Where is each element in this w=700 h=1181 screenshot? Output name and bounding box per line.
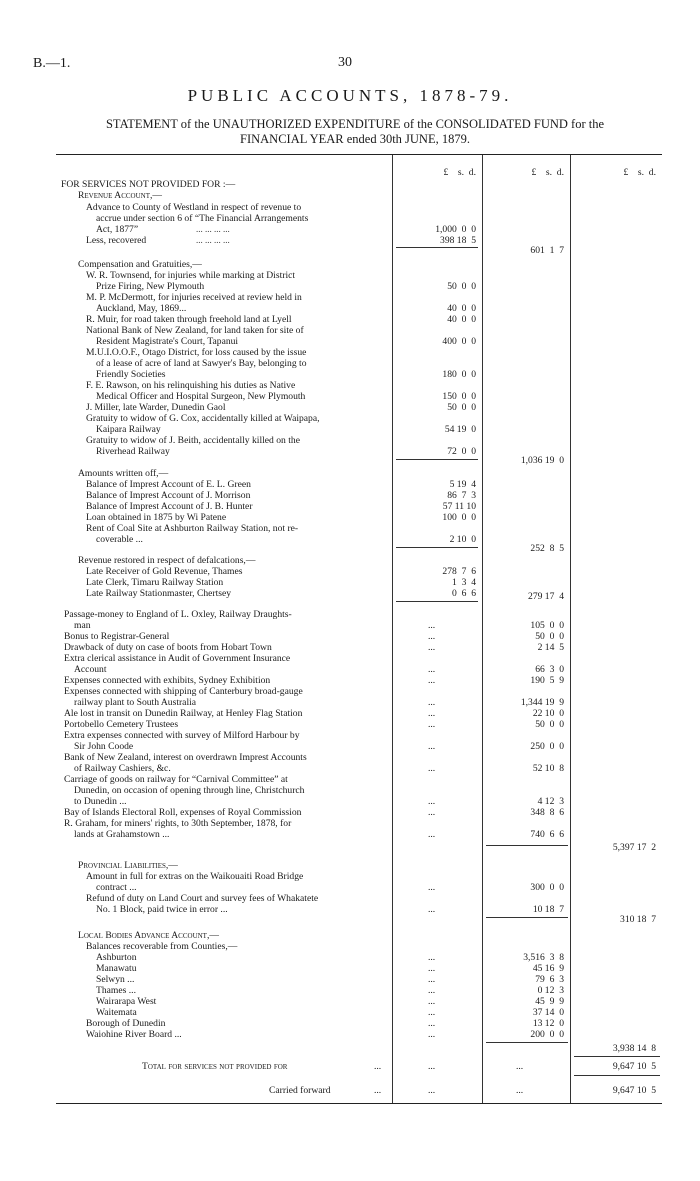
prov-line: No. 1 Block, paid twice in error ... bbox=[96, 904, 228, 915]
sum-rule bbox=[574, 1075, 660, 1076]
dots-col1: ... bbox=[428, 996, 436, 1007]
value: 0 6 6 bbox=[452, 588, 476, 599]
misc-line: Expenses connected with shipping of Canterbury broad-gauge bbox=[64, 686, 303, 697]
misc-line: Ale lost in transit on Dunedin Railway, at Henley Flag Station bbox=[64, 708, 303, 719]
value: 150 0 0 bbox=[442, 391, 476, 402]
dots-col1: ... bbox=[428, 1018, 436, 1029]
carried-label: Carried forward bbox=[269, 1085, 331, 1096]
misc-line: Drawback of duty on case of boots from Hobart Town bbox=[64, 642, 272, 653]
comp-line: F. E. Rawson, on his relinquishing his duties as Native bbox=[86, 380, 296, 391]
dots-col1: ... bbox=[428, 904, 436, 915]
value: 22 10 0 bbox=[532, 708, 564, 719]
subtotal: 1,036 19 0 bbox=[520, 455, 564, 466]
dots-col1: ... bbox=[428, 763, 436, 774]
value: 52 10 8 bbox=[532, 763, 564, 774]
restored-line: Late Railway Stationmaster, Chertsey bbox=[86, 588, 232, 599]
sum-rule bbox=[486, 1042, 568, 1043]
dots-col1: ... bbox=[428, 1007, 436, 1018]
value: 50 0 0 bbox=[447, 402, 476, 413]
misc-line: Sir John Coode bbox=[74, 741, 134, 752]
misc-line: R. Graham, for miners' rights, to 30th September, 1878, for bbox=[64, 818, 292, 829]
dots-col1: ... bbox=[428, 974, 436, 985]
misc-line: Portobello Cemetery Trustees bbox=[64, 719, 179, 730]
dots-col1: ... bbox=[428, 642, 436, 653]
misc-line: Extra clerical assistance in Audit of Government Insurance bbox=[64, 653, 291, 664]
value: 54 19 0 bbox=[444, 424, 476, 435]
dots-col2: ... bbox=[516, 1061, 524, 1072]
value: 100 0 0 bbox=[442, 512, 476, 523]
dots-col1: ... bbox=[428, 882, 436, 893]
value: 10 18 7 bbox=[532, 904, 564, 915]
sum-rule bbox=[396, 459, 478, 460]
comp-line: Prize Firing, New Plymouth bbox=[96, 281, 205, 292]
misc-line: of Railway Cashiers, &c. bbox=[74, 763, 171, 774]
misc-line: Extra expenses connected with survey of Milford Harbour by bbox=[64, 730, 300, 741]
sum-rule bbox=[574, 1056, 660, 1057]
value: 300 0 0 bbox=[530, 882, 564, 893]
subtitle-line-2: FINANCIAL YEAR ended 30th JUNE, 1879. bbox=[240, 132, 470, 146]
accounts-table bbox=[56, 154, 662, 1104]
dots-grand: ... bbox=[374, 1061, 382, 1072]
sum-rule bbox=[486, 845, 568, 846]
value: 105 0 0 bbox=[530, 620, 564, 631]
value: 86 7 3 bbox=[447, 490, 476, 501]
dots-col1: ... bbox=[428, 985, 436, 996]
dots-col1: ... bbox=[428, 1085, 436, 1096]
value: 5 19 4 bbox=[449, 479, 476, 490]
value: 45 16 9 bbox=[532, 963, 564, 974]
written-line: Balance of Imprest Account of J. B. Hunter bbox=[86, 501, 253, 512]
dots-carried: ... bbox=[374, 1085, 382, 1096]
subtotal: 601 1 7 bbox=[530, 245, 564, 256]
value: 1 3 4 bbox=[452, 577, 476, 588]
local-line: Wairarapa West bbox=[96, 996, 157, 1007]
sum-rule bbox=[396, 601, 478, 602]
misc-line: Dunedin, on occasion of opening through line, Christchurch bbox=[74, 785, 305, 796]
dots-col1: ... bbox=[428, 675, 436, 686]
local-sub: Balances recoverable from Counties,— bbox=[86, 941, 238, 952]
prov-line: Amount in full for extras on the Waikouaiti Road Bridge bbox=[86, 871, 304, 882]
dots-col1: ... bbox=[428, 697, 436, 708]
value: 348 8 6 bbox=[530, 807, 564, 818]
written-line: Balance of Imprest Account of J. Morrison bbox=[86, 490, 251, 501]
local-heading: Local Bodies Advance Account,— bbox=[78, 930, 219, 941]
value: 50 0 0 bbox=[535, 631, 564, 642]
written-line: coverable ... bbox=[96, 534, 143, 545]
value: 45 9 9 bbox=[535, 996, 564, 1007]
value: 398 18 5 bbox=[440, 235, 476, 246]
prov-heading: Provincial Liabilities,— bbox=[78, 860, 178, 871]
comp-line: J. Miller, late Warder, Dunedin Gaol bbox=[86, 402, 226, 413]
value: 0 12 3 bbox=[537, 985, 564, 996]
value: 250 0 0 bbox=[530, 741, 564, 752]
value: 66 3 0 bbox=[535, 664, 564, 675]
revenue-line: accrue under section 6 of “The Financial Arrangements bbox=[96, 213, 309, 224]
written-line: Loan obtained in 1875 by Wi Patene bbox=[86, 512, 227, 523]
value: 200 0 0 bbox=[530, 1029, 564, 1040]
value: 1,000 0 0 bbox=[435, 224, 476, 235]
restored-line: Late Clerk, Timaru Railway Station bbox=[86, 577, 224, 588]
column-divider-2 bbox=[482, 155, 483, 1103]
value: 278 7 6 bbox=[442, 566, 476, 577]
sum-rule bbox=[396, 247, 478, 248]
dots-col1: ... bbox=[428, 1061, 436, 1072]
misc-line: to Dunedin ... bbox=[74, 796, 127, 807]
page-code: B.—1. bbox=[33, 56, 71, 71]
local-line: Waiohine River Board ... bbox=[86, 1029, 182, 1040]
local-line: Ashburton bbox=[96, 952, 137, 963]
comp-line: M.U.I.O.O.F., Otago District, for loss caused by the issue bbox=[86, 347, 307, 358]
revenue-line: Act, 1877” bbox=[96, 224, 139, 235]
value: 50 0 0 bbox=[535, 719, 564, 730]
col3-header: £ s. d. bbox=[623, 167, 656, 178]
value: 190 5 9 bbox=[530, 675, 564, 686]
misc-line: Bank of New Zealand, interest on overdrawn Imprest Accounts bbox=[64, 752, 307, 763]
main-heading: FOR SERVICES NOT PROVIDED FOR :— bbox=[61, 179, 236, 190]
value: 2 10 0 bbox=[449, 534, 476, 545]
dots-col1: ... bbox=[428, 807, 436, 818]
local-line: Borough of Dunedin bbox=[86, 1018, 166, 1029]
value: 40 0 0 bbox=[447, 314, 476, 325]
value: 3,516 3 8 bbox=[523, 952, 564, 963]
misc-line: lands at Grahamstown ... bbox=[74, 829, 170, 840]
comp-heading: Compensation and Gratuities,— bbox=[78, 259, 202, 270]
dots-col1: ... bbox=[428, 631, 436, 642]
written-line: Balance of Imprest Account of E. L. Green bbox=[86, 479, 251, 490]
dots-col1: ... bbox=[428, 829, 436, 840]
value: 37 14 0 bbox=[532, 1007, 564, 1018]
misc-line: railway plant to South Australia bbox=[74, 697, 197, 708]
prov-line: Refund of duty on Land Court and survey fees of Whakatete bbox=[86, 893, 319, 904]
comp-line: Friendly Societies bbox=[96, 369, 166, 380]
value: 50 0 0 bbox=[447, 281, 476, 292]
restored-heading: Revenue restored in respect of defalcations,— bbox=[78, 555, 256, 566]
dots-col1: ... bbox=[428, 963, 436, 974]
local-total: 3,938 14 8 bbox=[612, 1043, 656, 1054]
leader-dots: ... ... ... ... bbox=[196, 235, 230, 245]
leader-dots: ... ... ... ... bbox=[196, 224, 230, 234]
prov-line: contract ... bbox=[96, 882, 137, 893]
comp-line: W. R. Townsend, for injuries while marking at District bbox=[86, 270, 296, 281]
value: 1,344 19 9 bbox=[520, 697, 564, 708]
dots-col1: ... bbox=[428, 719, 436, 730]
comp-line: R. Muir, for road taken through freehold land at Lyell bbox=[86, 314, 292, 325]
dots-col1: ... bbox=[428, 1029, 436, 1040]
comp-line: of a lease of acre of land at Sawyer's Bay, belonging to bbox=[96, 358, 307, 369]
value: 2 14 5 bbox=[537, 642, 564, 653]
local-line: Thames ... bbox=[96, 985, 136, 996]
sum-rule bbox=[486, 917, 568, 918]
misc-line: Bonus to Registrar-General bbox=[64, 631, 170, 642]
local-line: Manawatu bbox=[96, 963, 137, 974]
page-number: 30 bbox=[338, 55, 352, 70]
dots-col1: ... bbox=[428, 796, 436, 807]
col1-header: £ s. d. bbox=[443, 167, 476, 178]
comp-line: Auckland, May, 1869... bbox=[96, 303, 187, 314]
dots-col1: ... bbox=[428, 952, 436, 963]
revenue-heading: Revenue Account,— bbox=[78, 190, 162, 201]
statement-subtitle bbox=[40, 117, 670, 147]
comp-line: National Bank of New Zealand, for land taken for site of bbox=[86, 325, 304, 336]
comp-line: Kaipara Railway bbox=[96, 424, 161, 435]
local-line: Waitemata bbox=[96, 1007, 137, 1018]
dots-col1: ... bbox=[428, 620, 436, 631]
value: 4 12 3 bbox=[537, 796, 564, 807]
column-divider-3 bbox=[570, 155, 571, 1103]
dots-col1: ... bbox=[428, 708, 436, 719]
value: 180 0 0 bbox=[442, 369, 476, 380]
written-line: Rent of Coal Site at Ashburton Railway Station, not re- bbox=[86, 523, 299, 534]
comp-line: Medical Officer and Hospital Surgeon, New Plymouth bbox=[96, 391, 306, 402]
misc-line: Account bbox=[74, 664, 107, 675]
revenue-line: Advance to County of Westland in respect of revenue to bbox=[86, 202, 302, 213]
misc-line: man bbox=[74, 620, 91, 631]
comp-line: Gratuity to widow of J. Beith, accidentally killed on the bbox=[86, 435, 300, 446]
value: 72 0 0 bbox=[447, 446, 476, 457]
value: 13 12 0 bbox=[532, 1018, 564, 1029]
comp-line: Riverhead Railway bbox=[96, 446, 170, 457]
misc-line: Expenses connected with exhibits, Sydney Exhibition bbox=[64, 675, 271, 686]
comp-line: Gratuity to widow of G. Cox, accidentally killed at Waipapa, bbox=[86, 413, 320, 424]
comp-line: M. P. McDermott, for injuries received at review held in bbox=[86, 292, 302, 303]
subtitle-line-1: STATEMENT of the UNAUTHORIZED EXPENDITURE of the CONSOLIDATED FUND for the bbox=[105, 117, 605, 131]
revenue-account-total: 5,397 17 2 bbox=[612, 842, 656, 853]
value: 57 11 10 bbox=[442, 501, 476, 512]
misc-line: Passage-money to England of L. Oxley, Railway Draughts- bbox=[64, 609, 292, 620]
local-line: Selwyn ... bbox=[96, 974, 135, 985]
value: 40 0 0 bbox=[447, 303, 476, 314]
value: 79 6 3 bbox=[535, 974, 564, 985]
restored-line: Late Receiver of Gold Revenue, Thames bbox=[86, 566, 243, 577]
subtotal: 252 8 5 bbox=[530, 543, 564, 554]
dots-col2: ... bbox=[516, 1085, 524, 1096]
carried-total: 9,647 10 5 bbox=[612, 1085, 656, 1096]
comp-line: Resident Magistrate's Court, Tapanui bbox=[96, 336, 239, 347]
dots-col1: ... bbox=[428, 664, 436, 675]
prov-total: 310 18 7 bbox=[620, 914, 656, 925]
revenue-line: Less, recovered bbox=[86, 235, 147, 246]
column-divider-1 bbox=[392, 155, 393, 1103]
written-heading: Amounts written off,— bbox=[78, 468, 169, 479]
value: 400 0 0 bbox=[442, 336, 476, 347]
page-title: PUBLIC ACCOUNTS, 1878-79. bbox=[187, 86, 513, 105]
sum-rule bbox=[396, 547, 478, 548]
dots-col1: ... bbox=[428, 741, 436, 752]
misc-line: Bay of Islands Electoral Roll, expenses of Royal Commission bbox=[64, 807, 302, 818]
col2-header: £ s. d. bbox=[531, 167, 564, 178]
subtotal: 279 17 4 bbox=[528, 591, 564, 602]
grand-total: 9,647 10 5 bbox=[612, 1061, 656, 1072]
value: 740 6 6 bbox=[530, 829, 564, 840]
grand-total-label: Total for services not provided for bbox=[142, 1061, 288, 1072]
misc-line: Carriage of goods on railway for “Carnival Committee” at bbox=[64, 774, 288, 785]
